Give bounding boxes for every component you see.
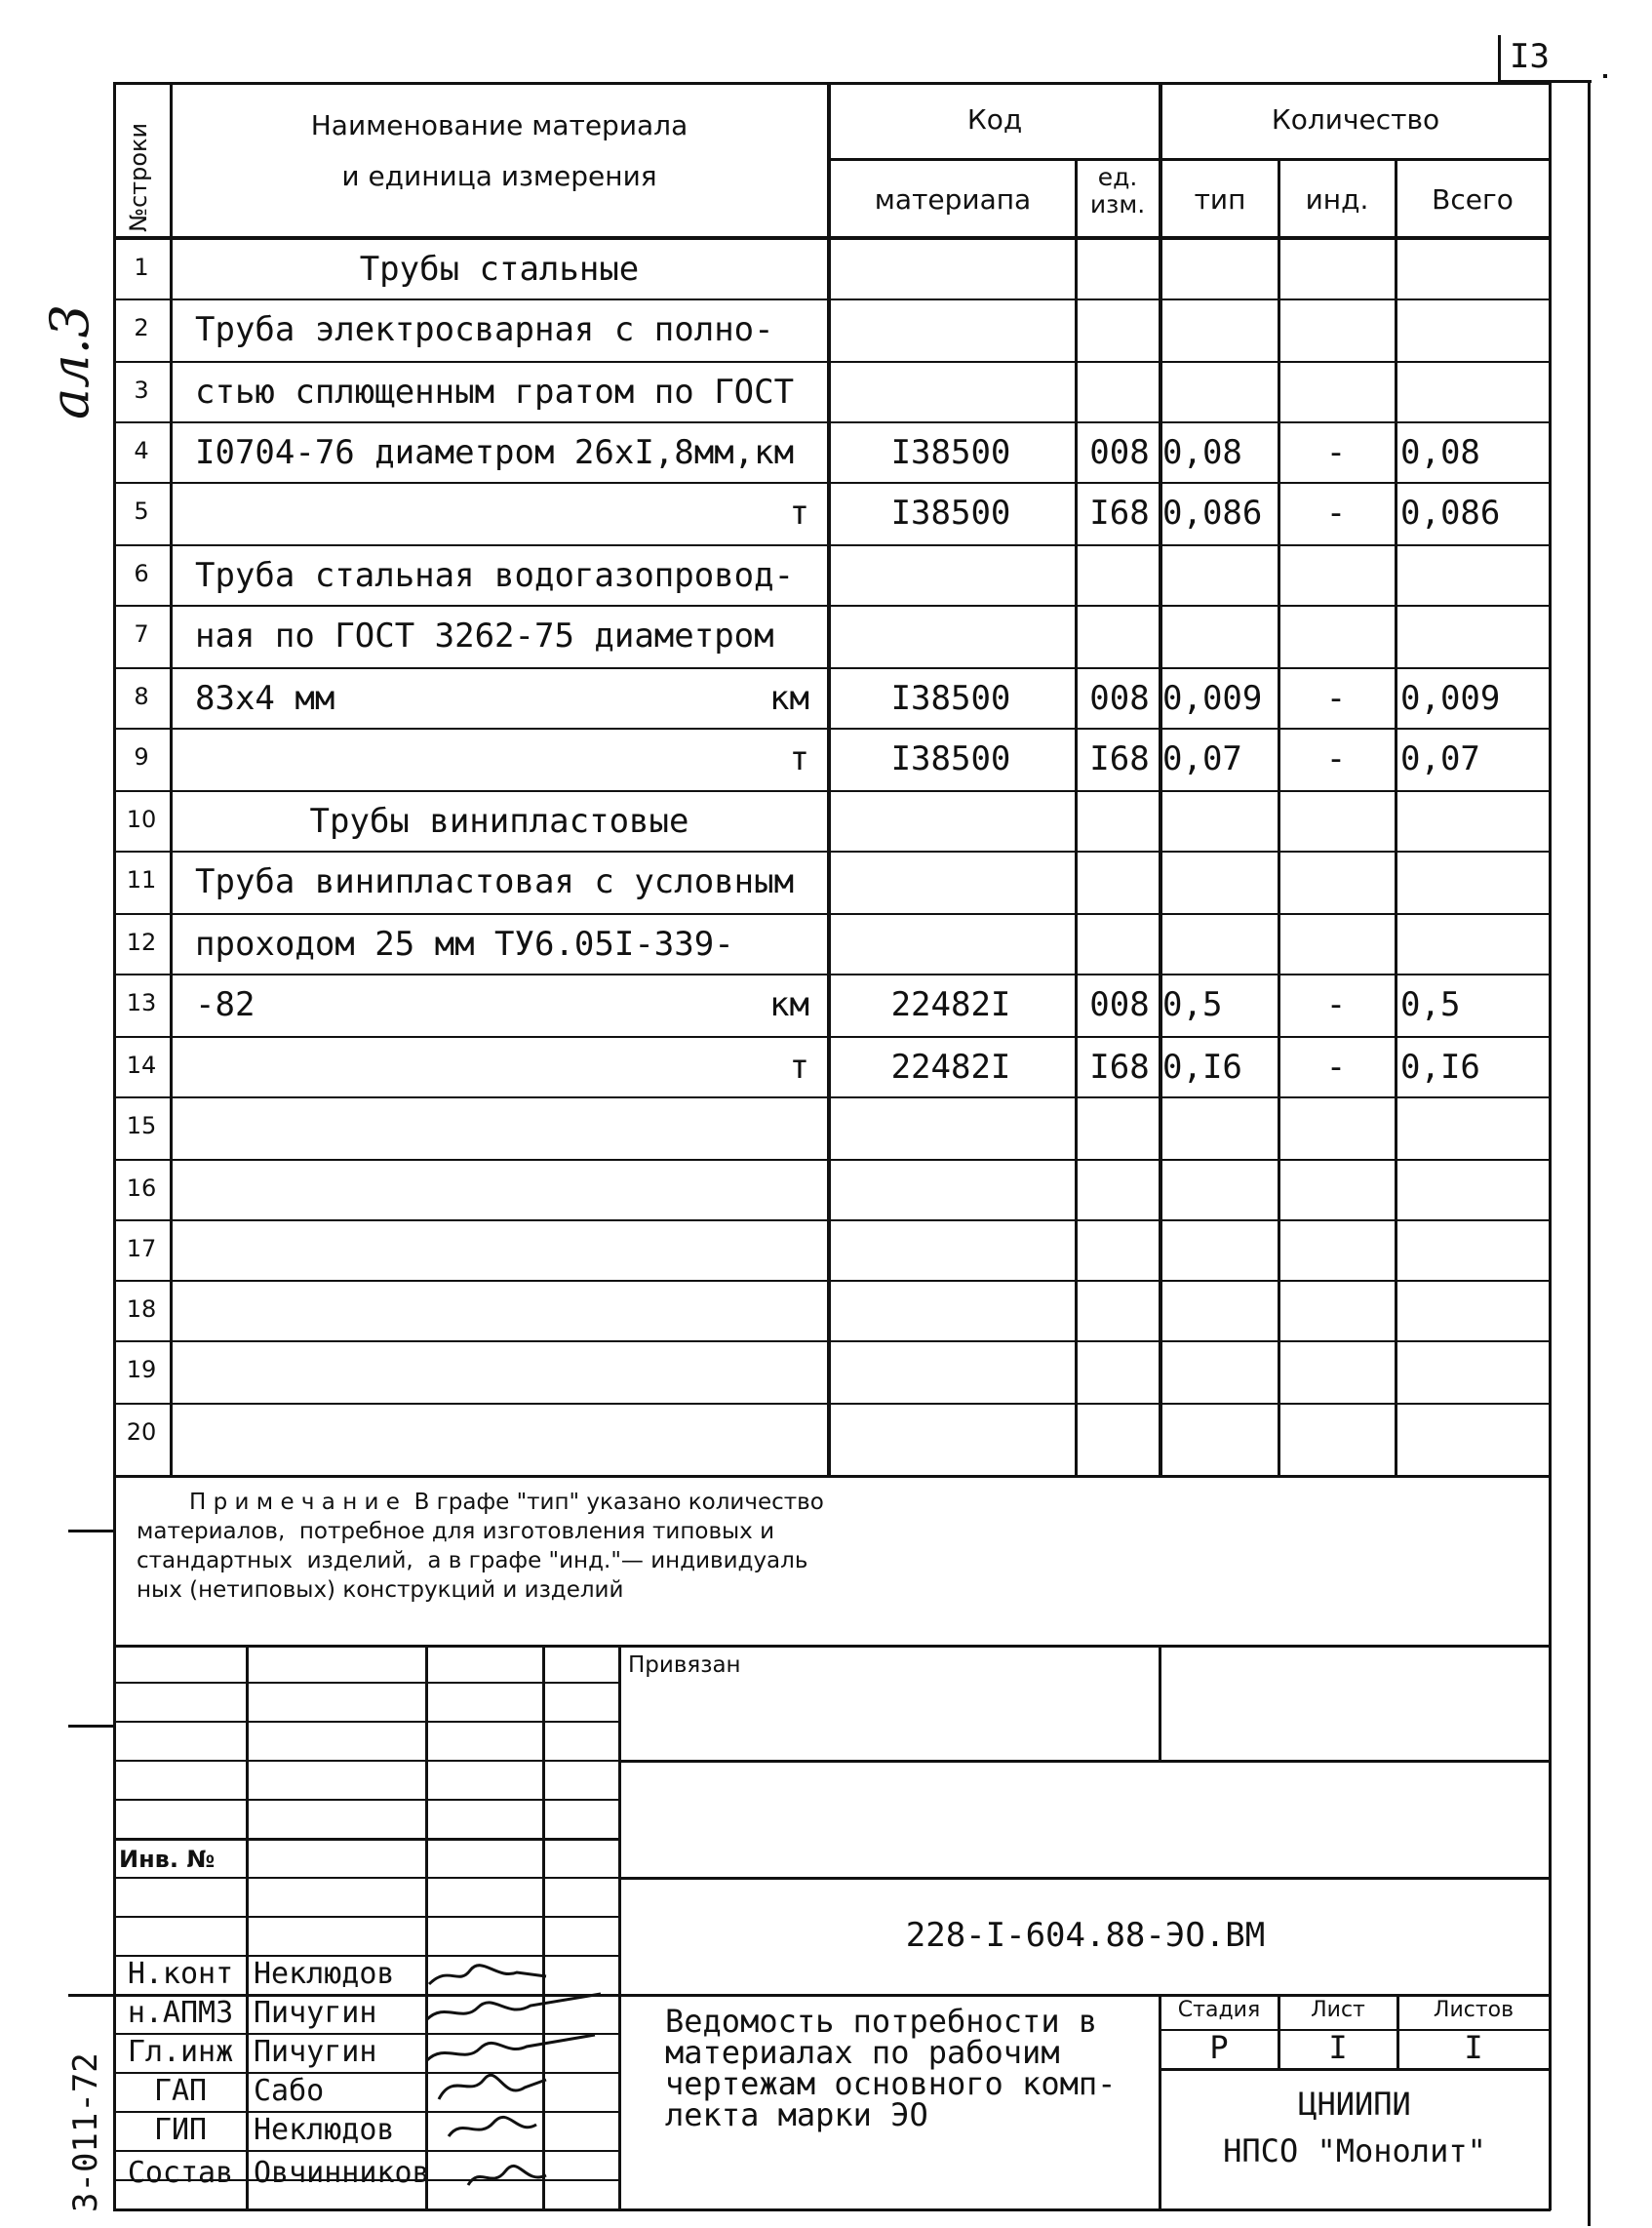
row-number: 12 — [126, 929, 157, 956]
qty-ind: - — [1325, 494, 1347, 533]
material-code: 22482I — [890, 1048, 1011, 1087]
header-rownum: №строки — [125, 122, 152, 232]
row-number: 20 — [126, 1418, 157, 1446]
material-code: I38500 — [890, 739, 1011, 778]
unit-code: 008 — [1089, 433, 1150, 472]
row-number: 1 — [134, 254, 149, 281]
row-number: 10 — [126, 806, 157, 833]
stage-value: Р — [1209, 2029, 1229, 2066]
margin-note: ал.3 — [39, 303, 100, 419]
material-name: Труба электросварная с полно- — [195, 310, 774, 349]
row-number: 7 — [134, 620, 149, 648]
row-number: 8 — [134, 683, 149, 710]
row-number: 17 — [126, 1235, 157, 1262]
material-name: проходом 25 мм ТУ6.05I-339- — [195, 925, 734, 964]
row-number: 2 — [134, 314, 149, 341]
row-number: 16 — [126, 1174, 157, 1202]
stage-label: Стадия — [1177, 1998, 1261, 2022]
sig-role: ГАП — [153, 2074, 208, 2108]
material-name: I0704-76 диаметром 26хI,8мм,км — [195, 433, 795, 472]
sig-name: Неклюдов — [254, 2113, 395, 2147]
inv-label: Инв. № — [119, 1846, 216, 1873]
qty-ind: - — [1325, 739, 1347, 778]
qty-type: 0,5 — [1162, 985, 1223, 1024]
sig-name: Пичугин — [254, 1996, 377, 2030]
qty-total: 0,07 — [1400, 739, 1480, 778]
material-name: стью сплющенным гратом по ГОСТ — [195, 373, 795, 412]
sig-name: Овчинников — [254, 2156, 430, 2190]
page-number: I3 — [1510, 37, 1550, 76]
qty-type: 0,086 — [1162, 494, 1263, 533]
unit-code: I68 — [1089, 494, 1150, 533]
archive-number: 3-011-72 — [66, 2052, 105, 2212]
unit: т — [789, 739, 809, 778]
note-line-3: стандартных изделий, а в графе "инд."— индивидуаль — [137, 1548, 808, 1573]
material-name: 83х4 мм — [195, 679, 335, 718]
row-number: 6 — [134, 560, 149, 587]
qty-type: 0,08 — [1162, 433, 1242, 472]
header-quantity: Количество — [1271, 103, 1440, 136]
header-qty-ind: инд. — [1305, 183, 1369, 216]
qty-ind: - — [1325, 679, 1347, 718]
row-number: 4 — [134, 437, 149, 464]
note-line-4: ных (нетиповых) конструкций и изделий — [137, 1577, 624, 1603]
row-number: 14 — [126, 1052, 157, 1079]
qty-total: 0,I6 — [1400, 1048, 1480, 1087]
material-name: -82 — [195, 985, 256, 1024]
bound-label: Привязан — [628, 1652, 741, 1678]
doc-title-1: Ведомость потребности в — [665, 2003, 1098, 2040]
org-line-2: НПСО "Монолит" — [1223, 2132, 1486, 2169]
row-number: 9 — [134, 743, 149, 771]
material-code: 22482I — [890, 985, 1011, 1024]
row-number: 5 — [134, 497, 149, 525]
unit: км — [769, 985, 809, 1024]
sig-name: Пичугин — [254, 2035, 377, 2069]
material-name: Трубы винипластовые — [309, 802, 689, 841]
qty-total: 0,5 — [1400, 985, 1461, 1024]
sheet-value: I — [1328, 2029, 1348, 2066]
doc-title-4: лекта марки ЭО — [665, 2096, 928, 2133]
qty-ind: - — [1325, 985, 1347, 1024]
unit-code: I68 — [1089, 739, 1150, 778]
qty-total: 0,086 — [1400, 494, 1501, 533]
qty-ind: - — [1325, 1048, 1347, 1087]
sheet-label: Лист — [1311, 1998, 1365, 2022]
sig-name: Сабо — [254, 2074, 325, 2108]
header-code-material: материапа — [874, 183, 1032, 216]
material-code: I38500 — [890, 494, 1011, 533]
qty-total: 0,08 — [1400, 433, 1480, 472]
signature-scribbles — [410, 1955, 605, 2210]
unit: т — [789, 1048, 809, 1087]
document-code: 228-I-604.88-ЭО.ВМ — [905, 1916, 1266, 1955]
org-line-1: ЦНИИПИ — [1298, 2086, 1411, 2123]
sheets-label: Листов — [1433, 1998, 1514, 2022]
material-name: ная по ГОСТ 3262-75 диаметром — [195, 617, 774, 656]
header-name-1: Наименование материала — [310, 109, 688, 141]
row-number: 3 — [134, 377, 149, 404]
row-number: 15 — [126, 1112, 157, 1139]
row-number: 18 — [126, 1295, 157, 1323]
header-qty-total: Всего — [1432, 183, 1514, 216]
material-code: I38500 — [890, 679, 1011, 718]
sig-name: Неклюдов — [254, 1957, 395, 1991]
row-number: 13 — [126, 989, 157, 1016]
qty-type: 0,I6 — [1162, 1048, 1242, 1087]
qty-type: 0,07 — [1162, 739, 1242, 778]
doc-title-2: материалах по рабочим — [665, 2034, 1060, 2071]
qty-ind: - — [1325, 433, 1347, 472]
header-code: Код — [966, 103, 1023, 136]
sig-role: Гл.инж — [127, 2035, 234, 2069]
header-code-unit: ед. изм. — [1089, 163, 1146, 219]
material-name: Труба винипластовая с условным — [195, 862, 795, 901]
row-number: 11 — [126, 866, 157, 894]
sheets-value: I — [1464, 2029, 1483, 2066]
sig-role: н.АПМЗ — [127, 1996, 234, 2030]
unit-code: I68 — [1089, 1048, 1150, 1087]
binding-line — [1588, 80, 1591, 2226]
doc-title-3: чертежам основного комп- — [665, 2065, 1117, 2102]
material-name: Трубы стальные — [359, 250, 640, 289]
unit-code: 008 — [1089, 985, 1150, 1024]
qty-type: 0,009 — [1162, 679, 1263, 718]
sig-role: Н.конт — [127, 1957, 234, 1991]
unit-code: 008 — [1089, 679, 1150, 718]
sig-role: Состав — [127, 2156, 234, 2190]
row-number: 19 — [126, 1356, 157, 1383]
note-line-2: материалов, потребное для изготовления типовых и — [137, 1519, 775, 1544]
header-name-2: и единица измерения — [341, 160, 657, 192]
qty-total: 0,009 — [1400, 679, 1501, 718]
sig-role: ГИП — [153, 2113, 208, 2147]
unit: т — [789, 494, 809, 533]
header-qty-type: тип — [1194, 183, 1246, 216]
note-line-1: П р и м е ч а н и е В графе "тип" указано количество — [189, 1490, 824, 1515]
material-code: I38500 — [890, 433, 1011, 472]
unit: км — [769, 679, 809, 718]
material-name: Труба стальная водогазопровод- — [195, 556, 795, 595]
